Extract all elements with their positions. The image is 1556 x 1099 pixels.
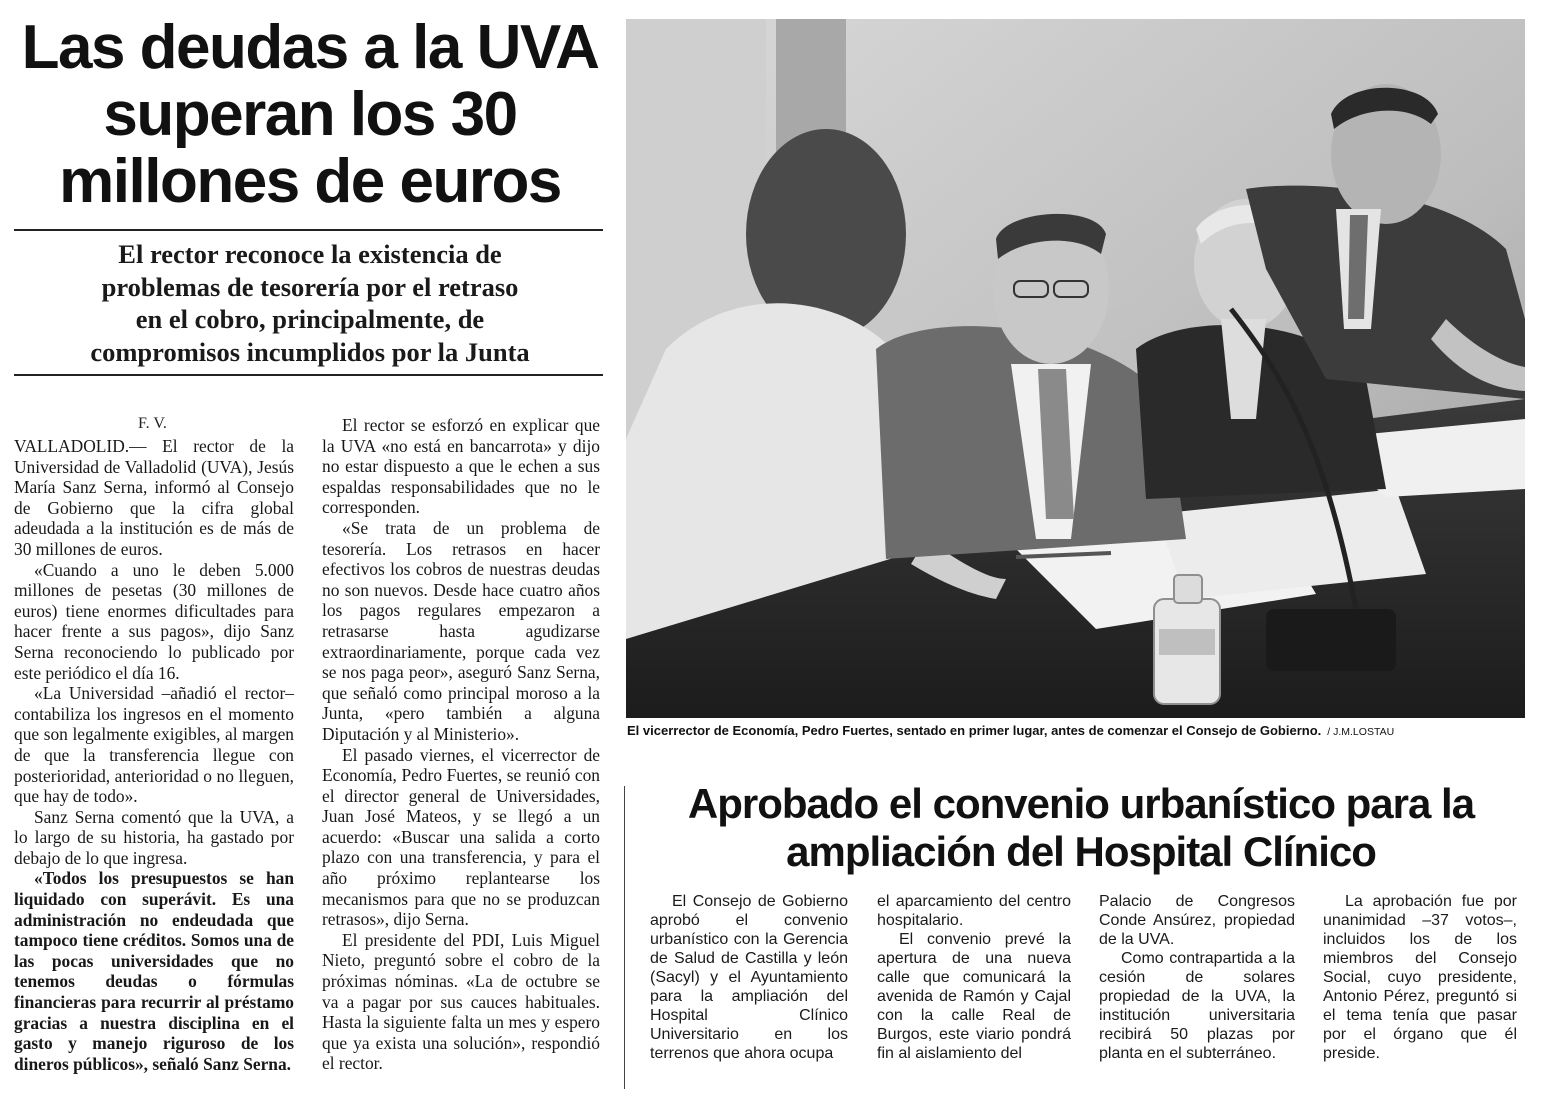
second-story-headline xyxy=(626,780,1536,876)
paragraph: El convenio prevé la apertura de una nueva calle que comunicará la avenida de Ramón y Cajal con la calle Real de Burgos, este viario pondrá fin al aislamiento del xyxy=(877,931,1071,1062)
paragraph: El presidente del PDI, Luis Miguel Nieto, preguntó sobre el cobro de la próximas nóminas. «La de octubre se va a pagar por sus cauces habituales. Hasta la siguiente falta un mes y espero que ya exista una solución», respondió el rector. xyxy=(322,929,600,1074)
second-story-column-3 xyxy=(1099,892,1295,1063)
paragraph: La aprobación fue por unanimidad –37 votos–, incluidos los de los miembros del Consejo Social, cuyo presidente, Antonio Pérez, preguntó si el tema tenía que pasar por el órgano que él preside. xyxy=(1323,893,1517,1062)
subheadline xyxy=(20,238,600,368)
headline xyxy=(8,14,612,215)
second-headline-line: Aprobado el convenio urbanístico para la xyxy=(687,780,1475,827)
column-divider xyxy=(624,786,625,1089)
second-story-column-2 xyxy=(877,892,1071,1063)
headline-line: millones de euros xyxy=(59,147,561,216)
paragraph: el aparcamiento del centro hospitalario. xyxy=(877,893,1071,929)
second-story-column-4 xyxy=(1323,892,1517,1063)
paragraph: El pasado viernes, el vicerrector de Economía, Pedro Fuertes, se reunió con el director general de Universidades, Juan José Mateos, y se llegó a un acuerdo: «Buscar una salida a corto plazo con una transferencia, y para el año próximo replantearse los mecanismos para que no se produzcan retrasos», dijo Serna. xyxy=(322,744,600,930)
paragraph: El Consejo de Gobierno aprobó el convenio urbanístico con la Gerencia de Salud de Castilla y león (Sacyl) y el Ayuntamiento para la ampliación del Hospital Clínico Universitario en los terrenos que ahora ocupa xyxy=(650,893,848,1062)
subheadline-line: compromisos incumplidos por la Junta xyxy=(90,336,530,367)
second-headline-line: ampliación del Hospital Clínico xyxy=(786,828,1376,875)
paragraph: «Cuando a uno le deben 5.000 millones de pesetas (30 millones de euros) tiene enormes dificultades para hacer frente a sus pagos», dijo Sanz Serna reconociendo lo publicado por este periódico el día 16. xyxy=(14,559,294,683)
paragraph: VALLADOLID.— El rector de la Universidad de Valladolid (UVA), Jesús María Sanz Serna, informó al Consejo de Gobierno que la cifra global adeudada a la institución es de más de 30 millones de euros. xyxy=(14,436,294,559)
photo-credit: / J.M.LOSTAU xyxy=(1327,726,1395,738)
subheadline-line: problemas de tesorería por el retraso xyxy=(101,271,519,302)
headline-line: Las deudas a la UVA xyxy=(21,13,599,82)
subheadline-rule xyxy=(14,374,603,376)
photo-caption xyxy=(627,723,1527,738)
headline-line: superan los 30 xyxy=(103,80,517,149)
article-column-1 xyxy=(14,436,294,1074)
paragraph: «La Universidad –añadió el rector– contabiliza los ingresos en el momento que son legalmente exigibles, al margen de que la transferencia llegue con posterioridad, anterioridad o no lleguen, que hay de todo». xyxy=(14,683,294,807)
paragraph: «Se trata de un problema de tesorería. Los retrasos en hacer efectivos los cobros de nuestras deudas no son nuevos. Desde hace cuatro años los pagos regulares empezaron a retrasarse hasta agudizarse extraordinariamente, porque cada vez se nos paga peor», aseguró Sanz Serna, que señaló como principal moroso a la Junta, «pero también a alguna Diputación y al Ministerio». xyxy=(322,517,600,744)
caption-text: El vicerrector de Economía, Pedro Fuertes, sentado en primer lugar, antes de comenzar el Consejo de Gobierno. xyxy=(627,723,1322,738)
subheadline-line: en el cobro, principalmente, de xyxy=(135,304,485,334)
byline: F. V. xyxy=(138,415,167,432)
paragraph: Palacio de Congresos Conde Ansúrez, propiedad de la UVA. xyxy=(1099,893,1295,948)
paragraph: Como contrapartida a la cesión de solares propiedad de la UVA, la institución universitaria recibirá 50 plazas por planta en el subterráneo. xyxy=(1099,950,1295,1062)
highlighted-paragraph: «Todos los presupuestos se han liquidado con superávit. Es una administración no endeudada que tampoco tiene créditos. Somos una de las pocas universidades que no tenemos deudas o fórmulas financieras para recurrir al préstamo gracias a nuestra disciplina en el gasto y manejo riguroso de los dineros públicos», señaló Sanz Serna. xyxy=(14,868,294,1074)
news-photo xyxy=(626,19,1525,718)
paragraph: Sanz Serna comentó que la UVA, a lo largo de su historia, ha gastado por debajo de lo que ingresa. xyxy=(14,806,294,868)
paragraph: El rector se esforzó en explicar que la UVA «no está en bancarrota» y dijo no estar dispuesto a que le echen a sus espaldas responsabilidades que no le corresponden. xyxy=(322,415,600,518)
subheadline-line: El rector reconoce la existencia de xyxy=(118,239,502,269)
headline-rule xyxy=(14,229,603,231)
second-story-column-1 xyxy=(650,892,848,1063)
article-column-2 xyxy=(322,415,600,1074)
